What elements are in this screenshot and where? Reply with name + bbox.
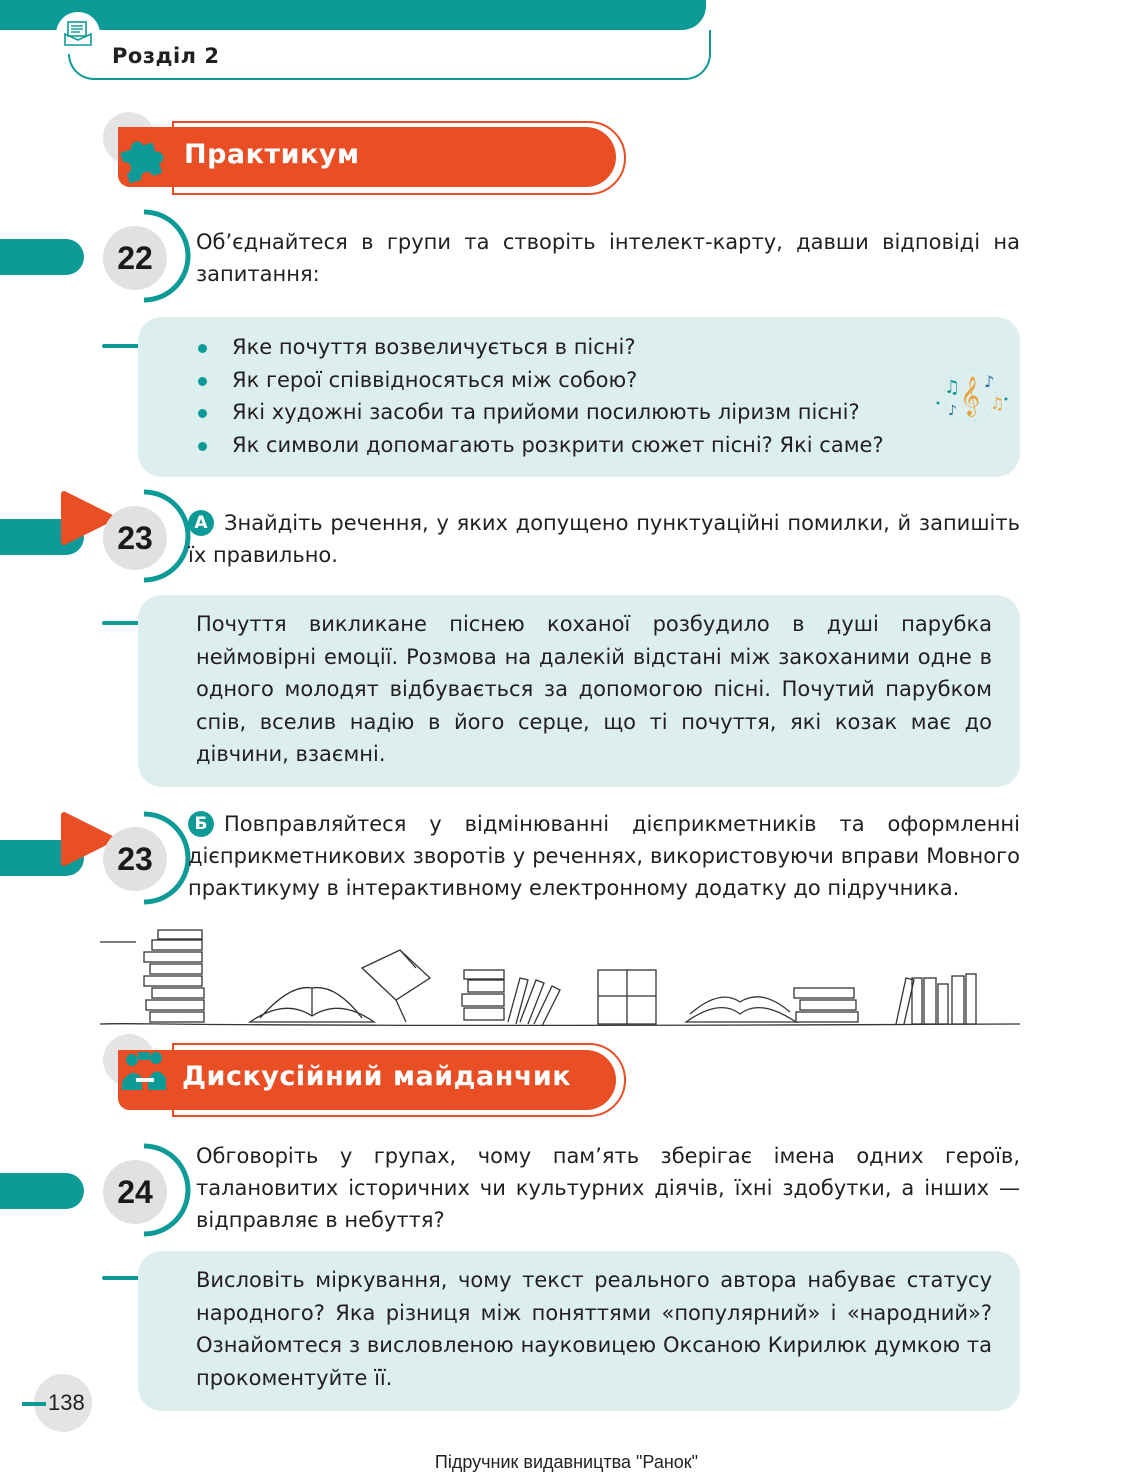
question-item: Як символи допомагають розкрити сюжет пісні? Які саме? — [198, 429, 958, 462]
passage-panel — [138, 595, 1020, 787]
exercise-23a-text — [188, 507, 1020, 571]
exercise-number: 23 — [103, 827, 167, 891]
page-number-dash — [22, 1402, 46, 1406]
footer-publisher: Підручник видавництва "Ранок" — [434, 1452, 699, 1472]
question-item: Яке почуття возвеличується в пісні? — [198, 331, 958, 364]
question-item: Які художні засоби та прийоми посилюють ліризм пісні? — [198, 396, 958, 429]
discussion-panel — [138, 1251, 1020, 1411]
svg-text:♫: ♫ — [990, 394, 1005, 413]
questions-panel — [138, 317, 1020, 477]
exercise-22-text: Об’єднайтеся в групи та створіть інтелект-карту, давши відповіді на запитання: — [196, 230, 1020, 286]
exercise-23b-text — [188, 808, 1020, 904]
badge-b: Б — [188, 811, 214, 837]
svg-text:𝄞: 𝄞 — [960, 376, 981, 416]
questions-list — [198, 331, 961, 461]
exercise-24-marker — [0, 1173, 84, 1209]
puzzle-icon — [116, 128, 172, 184]
exercise-23b-task: Повправляйтеся у відмінюванні дієприкметників та оформленні дієприкметникових зворотів у реченнях, використовуючи вправи Мовного практикуму в інтерактивному електронному додатку до підручника. — [188, 812, 1020, 900]
exercise-number: 22 — [103, 226, 167, 290]
books-illustration — [100, 928, 1022, 1030]
exercise-22-marker — [0, 239, 84, 275]
passage-text: Почуття викликане піснею коханої розбудило в душі парубка неймовірні емоції. Розмова на далекій відстані між закоханими одне в одного молодят відбувається за допомогою пісні. Почутий парубком спів, вселив надію в його серце, що ті почуття, які козак має до дівчини, взаємні. — [196, 612, 992, 766]
svg-text:♫: ♫ — [944, 377, 961, 398]
badge-a: А — [188, 510, 214, 536]
practicum-title: Практикум — [184, 139, 360, 170]
exercise-24-text: Обговоріть у групах, чому пам’ять зберігає імена одних героїв, талановитих історичних чи культурних діячів, їхні здобутки, а інших — відправляє в небуття? — [196, 1144, 1020, 1232]
svg-text:♪: ♪ — [948, 403, 957, 419]
header-band — [0, 0, 706, 30]
discussion-title: Дискусійний майданчик — [182, 1061, 572, 1092]
exercise-number: 23 — [103, 506, 167, 570]
section-title: Розділ 2 — [112, 44, 220, 68]
header-icon-circle — [56, 12, 100, 56]
discussion-group-icon — [118, 1048, 172, 1098]
newspaper-icon — [56, 12, 100, 56]
music-notes-icon — [930, 363, 1014, 427]
exercise-number: 24 — [103, 1160, 167, 1224]
page-number: 138 — [48, 1390, 85, 1415]
discussion-passage: Висловіть міркування, чому текст реального автора набуває статусу народного? Яка різниця між поняттями «популярний» і «народний»? Ознайомтеся з висловленою науковицею Оксаною Кирилюк думкою та прокоментуйте її. — [196, 1268, 992, 1390]
svg-text:♪: ♪ — [984, 372, 995, 391]
question-item: Як герої співвідносяться між собою? — [198, 364, 958, 397]
exercise-23a-task: Знайдіть речення, у яких допущено пунктуаційні помилки, й запишіть їх правильно. — [188, 511, 1020, 567]
